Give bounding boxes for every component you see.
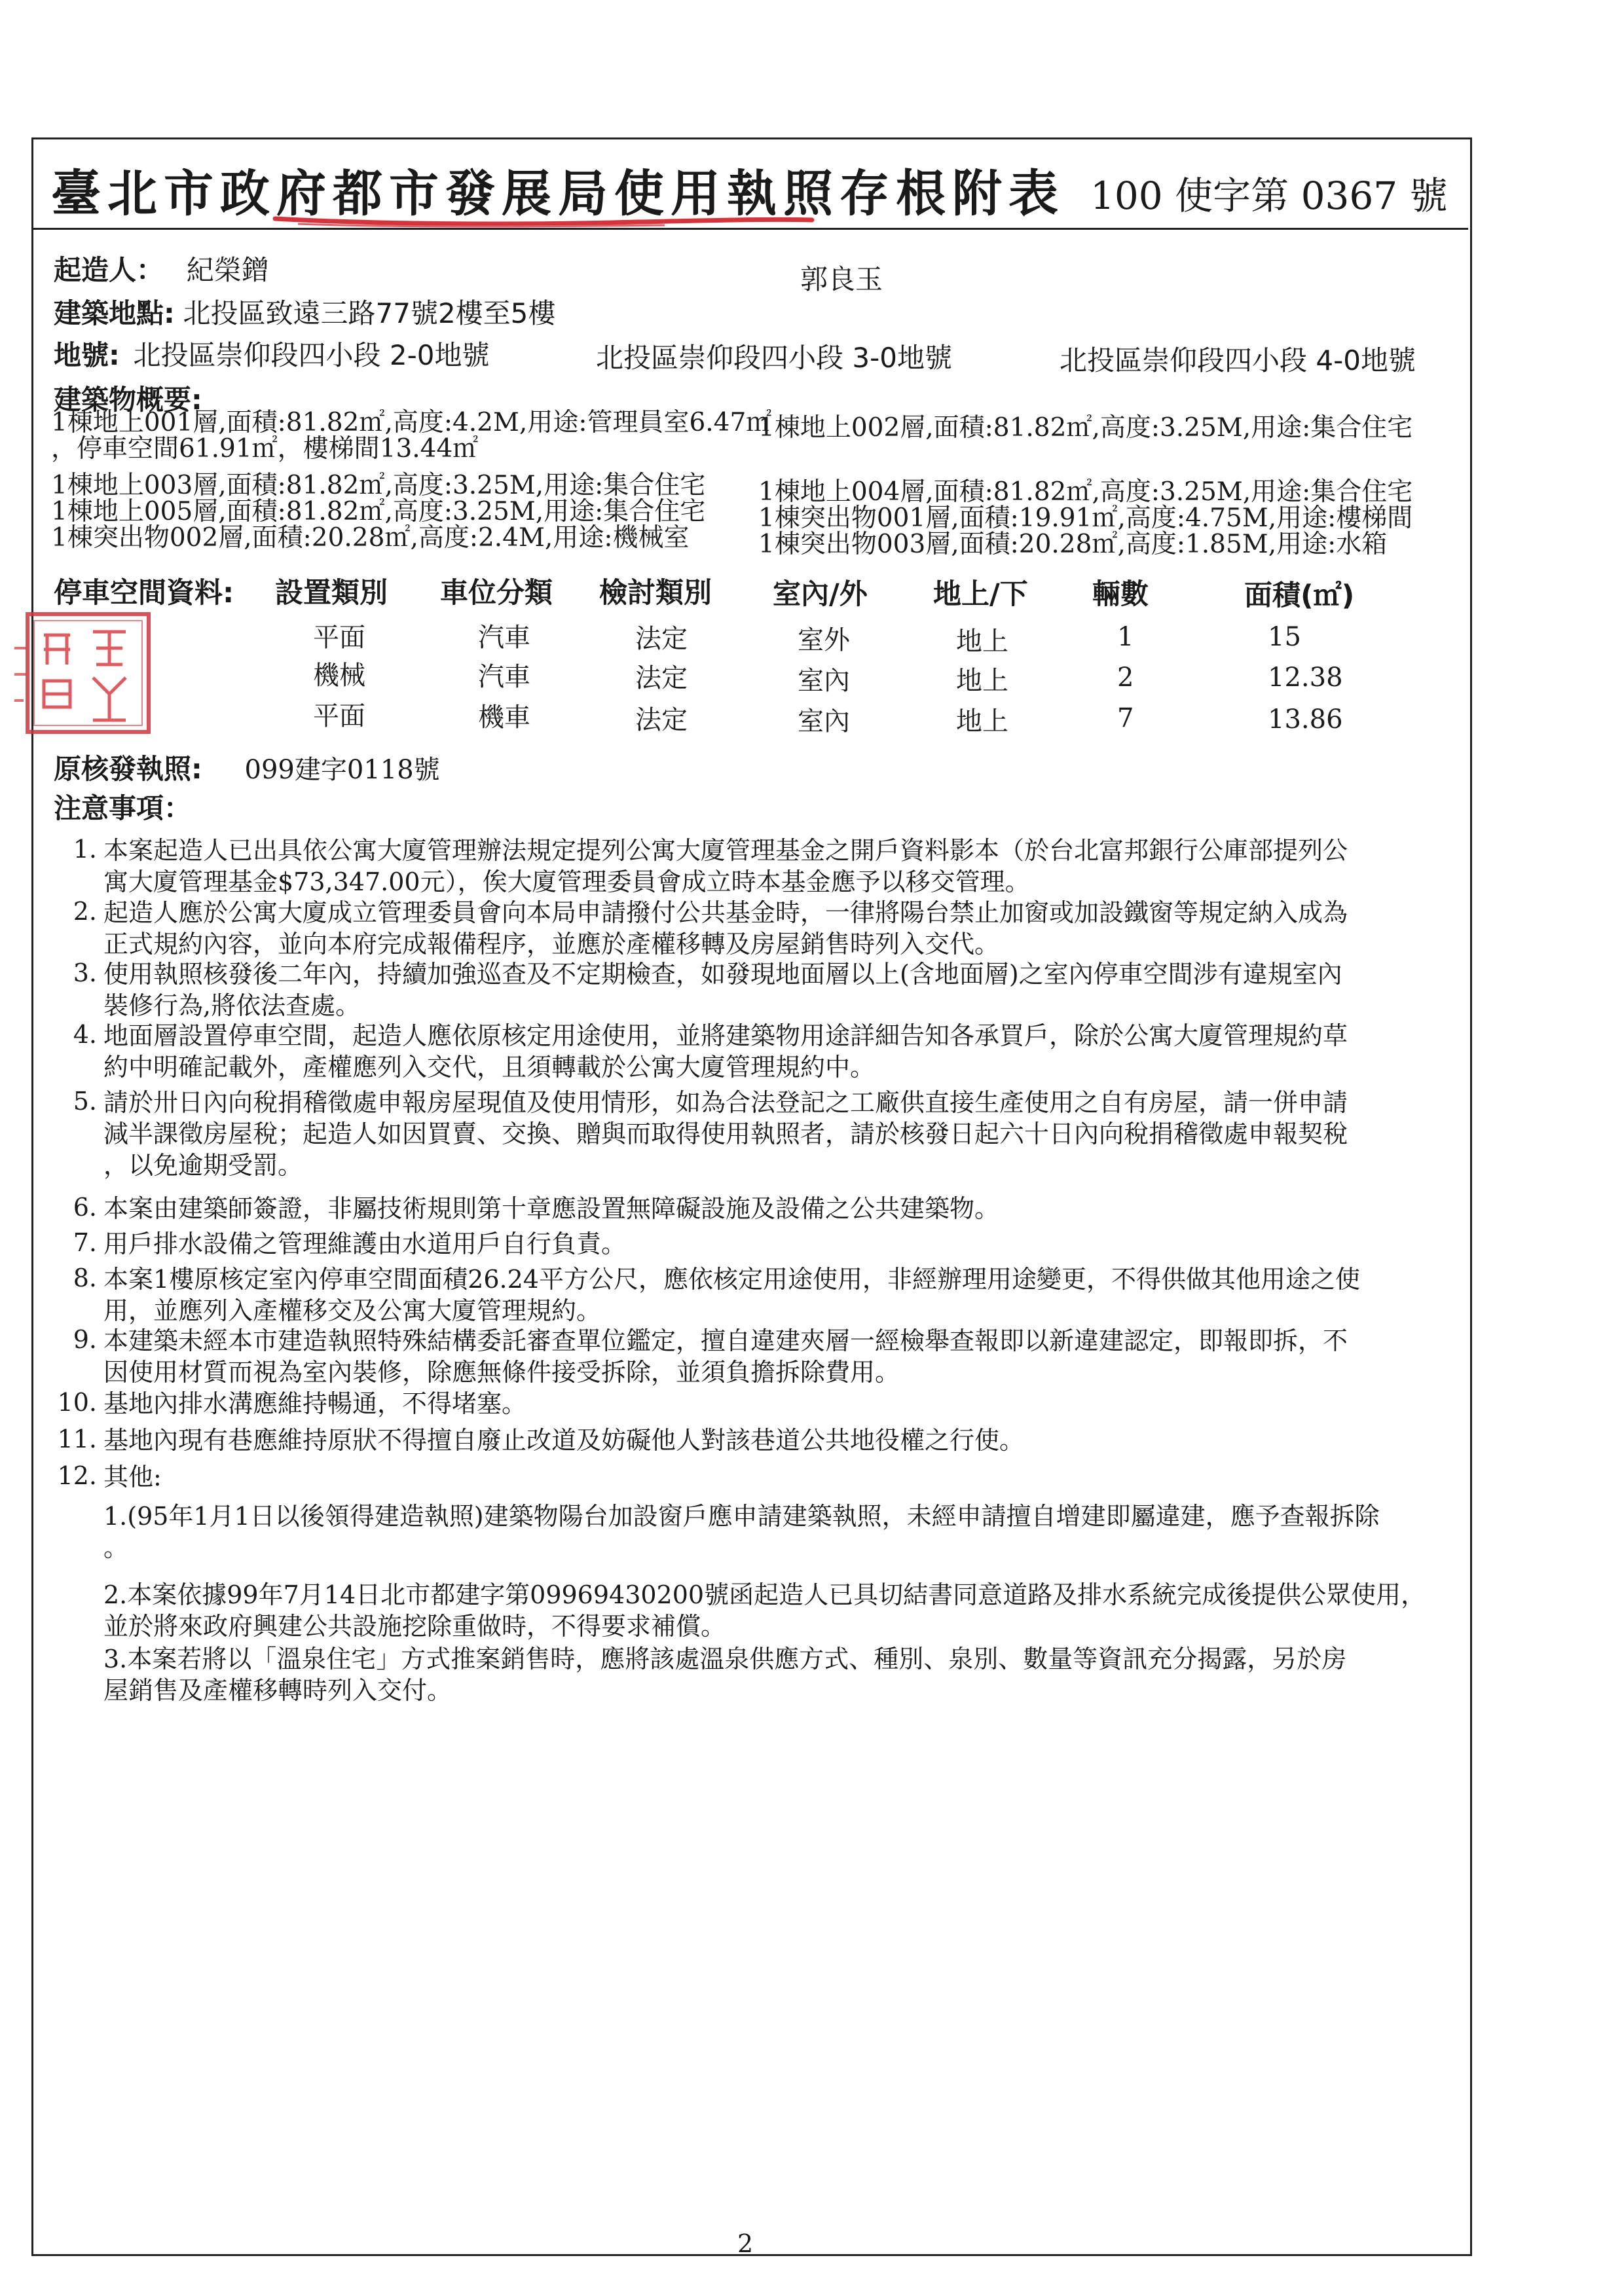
- parking-cell: 地上: [956, 666, 1008, 696]
- parking-header: 面積(㎡): [1244, 579, 1355, 612]
- note-text-line: 本案1樓原核定室內停車空間面積26.24平方公尺，應依核定用途使用，非經辦理用途變更，不得供做其他用途之使: [103, 1265, 1360, 1294]
- parking-cell: 平面: [313, 701, 365, 731]
- note-number: 3.: [73, 958, 97, 987]
- building-line: 1棟突出物003層,面積:20.28㎡,高度:1.85M,用途:水箱: [758, 530, 1388, 559]
- sub-note-line: 並於將來政府興建公共設施挖除重做時，不得要求補償。: [103, 1612, 726, 1641]
- applicant-name-1: 紀榮鏳: [186, 254, 269, 286]
- red-underline-mark: [272, 211, 815, 230]
- parking-cell: 地上: [956, 706, 1008, 737]
- note-number: 10.: [57, 1388, 97, 1417]
- sub-note-line: 2.本案依據99年7月14日北市都建字第09969430200號函起造人已具切結書同意道路及排水系統完成後提供公眾使用，: [103, 1580, 1426, 1609]
- note-text-line: 地面層設置停車空間，起造人應依原核定用途使用，並將建築物用途詳細告知各承買戶，除於公寓大廈管理規約草: [103, 1021, 1348, 1050]
- parking-cell: 2: [1117, 663, 1134, 693]
- parking-cell: 法定: [635, 663, 688, 693]
- note-text-line: 基地內現有巷應維持原狀不得擅自廢止改道及妨礙他人對該巷道公共地役權之行使。: [103, 1426, 1025, 1455]
- note-text-line: 因使用材質而視為室內裝修，除應無條件接受拆除，並須負擔拆除費用。: [103, 1358, 900, 1387]
- parking-cell: 法定: [635, 624, 688, 654]
- note-number: 9.: [73, 1325, 97, 1354]
- note-number: 5.: [73, 1087, 97, 1116]
- sub-note-line: 1.(95年1月1日以後領得建造執照)建築物陽台加設窗戶應申請建築執照，未經申請擅自增建即屬違建，應予查報拆除: [103, 1502, 1380, 1531]
- parking-cell: 15: [1268, 622, 1301, 652]
- parking-cell: 1: [1117, 622, 1134, 652]
- permit-number: 100 使字第 0367 號: [1090, 173, 1448, 218]
- note-text-line: 正式規約內容，並向本府完成報備程序，並應於產權移轉及房屋銷售時列入交代。: [103, 930, 1000, 958]
- note-text-line: 用戶排水設備之管理維護由水道用戶自行負責。: [103, 1230, 627, 1258]
- lot-value-3: 北投區崇仰段四小段 4-0地號: [1060, 344, 1416, 376]
- parking-cell: 7: [1117, 703, 1134, 733]
- building-line: 1棟地上003層,面積:81.82㎡,高度:3.25M,用途:集合住宅: [51, 471, 706, 500]
- original-permit-label: 原核發執照:: [54, 753, 202, 785]
- sub-note-line: 。: [103, 1533, 129, 1562]
- parking-cell: 汽車: [478, 662, 530, 692]
- note-number: 8.: [73, 1264, 97, 1292]
- building-line: ，停車空間61.91㎡，樓梯間13.44㎡: [51, 434, 479, 464]
- note-text-line: 基地內排水溝應維持暢通，不得堵塞。: [103, 1389, 527, 1418]
- sub-note-line: 3.本案若將以「溫泉住宅」方式推案銷售時，應將該處溫泉供應方式、種別、泉別、數量等資訊充分揭露，另於房: [103, 1645, 1347, 1673]
- parking-cell: 室外: [798, 625, 850, 655]
- building-line: 1棟突出物001層,面積:19.91㎡,高度:4.75M,用途:樓梯間: [758, 503, 1413, 533]
- page-number: 2: [737, 2229, 754, 2258]
- parking-cell: 室內: [798, 706, 850, 737]
- note-text-line: 本建築未經本市建造執照特殊結構委託審查單位鑑定，擅自違建夾層一經檢舉查報即以新違建認定，即報即拆，不: [103, 1326, 1348, 1355]
- parking-header: 檢討類別: [599, 577, 712, 610]
- parking-header: 室內/外: [773, 578, 868, 611]
- parking-header: 設置類別: [275, 577, 388, 610]
- lot-value-2: 北投區崇仰段四小段 3-0地號: [596, 342, 952, 374]
- applicant-label: 起造人：: [54, 254, 164, 286]
- parking-header: 地上/下: [933, 578, 1028, 611]
- note-number: 2.: [73, 897, 97, 926]
- note-text-line: 本案起造人已出具依公寓大廈管理辦法規定提列公寓大廈管理基金之開戶資料影本（於台北富邦銀行公庫部提列公: [103, 836, 1348, 865]
- sub-note-line: 屋銷售及產權移轉時列入交付。: [103, 1676, 452, 1705]
- building-line: 1棟地上005層,面積:81.82㎡,高度:3.25M,用途:集合住宅: [51, 497, 706, 526]
- note-number: 12.: [57, 1461, 97, 1490]
- original-permit-value: 099建字0118號: [244, 755, 440, 785]
- address-value: 北投區致遠三路77號2樓至5樓: [183, 297, 556, 329]
- parking-cell: 室內: [798, 666, 850, 696]
- note-number: 1.: [73, 835, 97, 864]
- parking-cell: 汽車: [478, 623, 530, 653]
- note-text-line: 用，並應列入產權移交及公寓大廈管理規約。: [103, 1296, 602, 1325]
- note-text-line: 寓大廈管理基金$73,347.00元），俟大廈管理委員會成立時本基金應予以移交管理。: [103, 867, 1030, 896]
- note-text-line: 約中明確記載外，產權應列入交代，且須轉載於公寓大廈管理規約中。: [103, 1053, 876, 1082]
- note-number: 4.: [73, 1020, 97, 1049]
- parking-header: 車位分類: [440, 577, 553, 610]
- note-number: 6.: [73, 1193, 97, 1222]
- applicant-row: [54, 249, 269, 288]
- building-line: 1棟突出物002層,面積:20.28㎡,高度:2.4M,用途:機械室: [51, 523, 690, 553]
- building-overview-label: 建築物概要:: [54, 384, 202, 416]
- note-number: 7.: [73, 1228, 97, 1257]
- applicant-name-2: 郭良玉: [800, 263, 883, 295]
- parking-cell: 法定: [635, 705, 688, 735]
- address-label: 建築地點:: [54, 297, 175, 329]
- note-text-line: 起造人應於公寓大廈成立管理委員會向本局申請撥付公共基金時，一律將陽台禁止加窗或加設鐵窗等規定納入成為: [103, 898, 1348, 927]
- page-title: 臺北市政府都市發展局使用執照存根附表: [51, 164, 1065, 223]
- lot-value-1: 北投區崇仰段四小段 2-0地號: [133, 339, 490, 371]
- note-text-line: 其他:: [103, 1463, 162, 1491]
- parking-cell: 12.38: [1268, 663, 1343, 693]
- parking-label: 停車空間資料:: [54, 577, 234, 610]
- red-seal-stamp: [14, 609, 155, 737]
- original-permit-row: [54, 748, 440, 787]
- note-text-line: 請於卅日內向稅捐稽徵處申報房屋現值及使用情形，如為合法登記之工廠供直接生產使用之自有房屋，請一併申請: [103, 1088, 1348, 1117]
- note-number: 11.: [57, 1425, 97, 1453]
- lot-label: 地號:: [54, 339, 120, 371]
- building-line: 1棟地上002層,面積:81.82㎡,高度:3.25M,用途:集合住宅: [758, 413, 1413, 443]
- note-text-line: 裝修行為,將依法查處。: [103, 991, 361, 1020]
- parking-cell: 地上: [956, 627, 1008, 657]
- note-text-line: 減半課徵房屋稅；起造人如因買賣、交換、贈與而取得使用執照者，請於核發日起六十日內向稅捐稽徵處申報契稅: [103, 1120, 1348, 1148]
- address-row: [54, 292, 555, 331]
- notes-label: 注意事項：: [54, 792, 192, 824]
- parking-cell: 機車: [478, 702, 530, 733]
- parking-cell: 機械: [313, 661, 365, 691]
- building-line: 1棟地上001層,面積:81.82㎡,高度:4.2M,用途:管理員室6.47㎡: [51, 408, 772, 437]
- note-text-line: ，以免逾期受罰。: [103, 1151, 303, 1180]
- lot-row: [54, 334, 489, 373]
- note-text-line: 使用執照核發後二年內，持續加強巡查及不定期檢查，如發現地面層以上(含地面層)之室內停車空間涉有違規室內: [103, 960, 1342, 989]
- parking-cell: 13.86: [1268, 704, 1343, 735]
- parking-cell: 平面: [313, 623, 365, 653]
- note-text-line: 本案由建築師簽證，非屬技術規則第十章應設置無障礙設施及設備之公共建築物。: [103, 1194, 1000, 1223]
- building-line: 1棟地上004層,面積:81.82㎡,高度:3.25M,用途:集合住宅: [758, 477, 1413, 507]
- parking-header: 輛數: [1092, 578, 1149, 611]
